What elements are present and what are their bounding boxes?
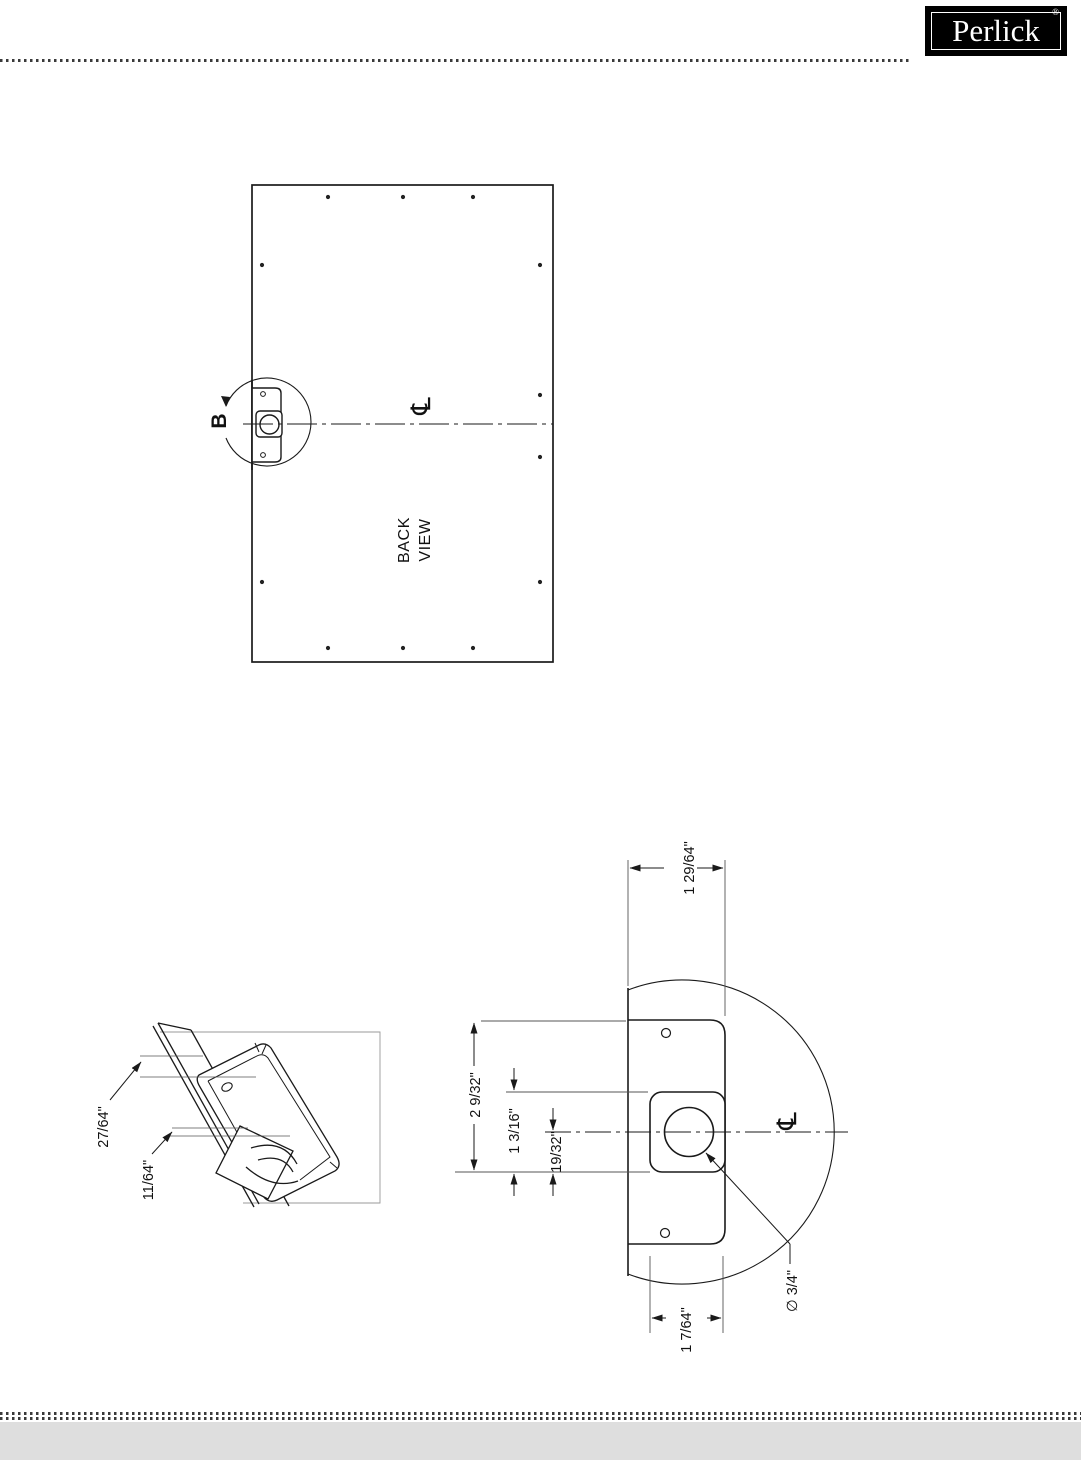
dim-offset: 11/64" bbox=[141, 1159, 157, 1201]
isometric-detail-drawing bbox=[96, 1023, 380, 1207]
depth-leader-arrow bbox=[110, 1062, 141, 1100]
offset-leader-arrow bbox=[152, 1132, 172, 1154]
back-view-label-line2: VIEW bbox=[417, 518, 434, 562]
footer-gray-band bbox=[0, 1422, 1081, 1460]
sheet-top-edge bbox=[158, 1023, 191, 1030]
dim-hole-diameter: ∅ 3/4" bbox=[785, 1270, 801, 1312]
footer-dotted-rule-1 bbox=[0, 1412, 1081, 1415]
dim-overall-height: 2 9/32" bbox=[468, 1072, 484, 1118]
detail-b-enlarged-drawing bbox=[455, 841, 848, 1353]
centerline-symbol: ℄ bbox=[406, 397, 436, 415]
logo-registered-mark: ® bbox=[1052, 7, 1059, 17]
plate-hole-large bbox=[661, 1229, 670, 1238]
dim-overall-width: 1 29/64" bbox=[682, 841, 698, 895]
detail-b-label: B bbox=[208, 413, 231, 429]
logo-brand-text: Perlick bbox=[952, 13, 1040, 48]
plate-hole bbox=[261, 453, 266, 458]
centerline-symbol-detail: ℄ bbox=[772, 1112, 802, 1130]
back-view-label-line1: BACK bbox=[396, 517, 413, 563]
plate-hole-large bbox=[662, 1029, 671, 1038]
footer-dotted-rule-2 bbox=[0, 1417, 1081, 1420]
plate-hole bbox=[261, 392, 266, 397]
dim-center-to-bottom: 19/32" bbox=[549, 1131, 565, 1173]
dim-cutout-width: 1 7/64" bbox=[679, 1307, 695, 1353]
back-view-drawing bbox=[208, 185, 553, 662]
dim-cutout-height: 1 3/16" bbox=[507, 1108, 523, 1154]
dim-depth: 27/64" bbox=[96, 1106, 112, 1148]
